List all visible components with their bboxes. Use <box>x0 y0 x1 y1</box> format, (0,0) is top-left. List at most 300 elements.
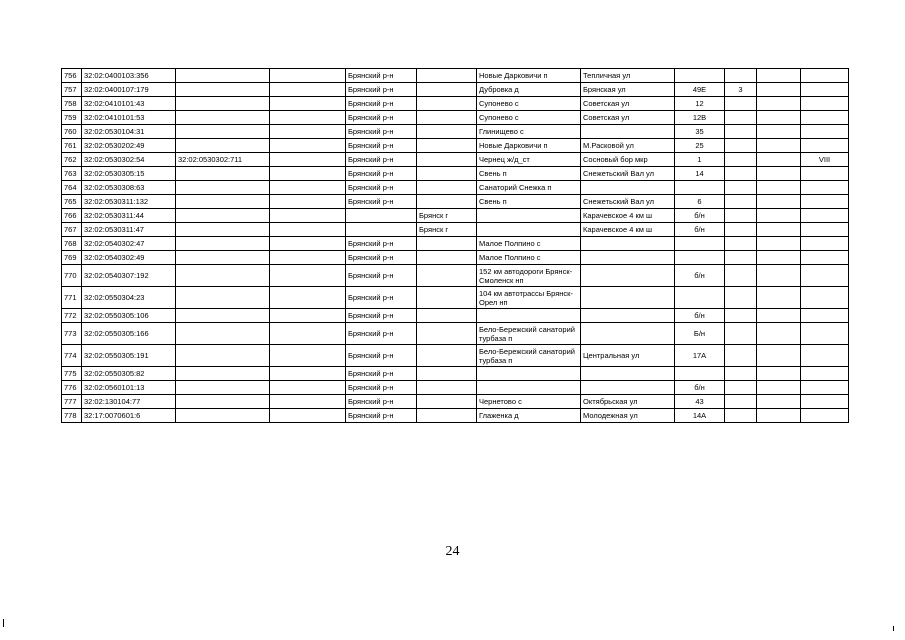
cadastral-number-cell: 32:02:0400103:356 <box>82 69 176 83</box>
extra-cell <box>801 223 849 237</box>
extra-cell <box>801 83 849 97</box>
empty-cell <box>270 395 346 409</box>
cadastral-number-cell: 32:02:0530104:31 <box>82 125 176 139</box>
empty-cell <box>757 251 801 265</box>
empty-cell <box>270 111 346 125</box>
building-cell <box>725 395 757 409</box>
extra-cell <box>801 381 849 395</box>
extra-cell <box>801 167 849 181</box>
cadastral-number-cell: 32:02:0550305:166 <box>82 323 176 345</box>
city-cell: Брянск г <box>417 209 477 223</box>
empty-cell <box>270 153 346 167</box>
previous-number-cell <box>176 125 270 139</box>
row-number-cell: 774 <box>62 345 82 367</box>
previous-number-cell <box>176 209 270 223</box>
district-cell: Брянский р-н <box>346 167 417 181</box>
empty-cell <box>757 153 801 167</box>
previous-number-cell <box>176 265 270 287</box>
settlement-cell: Свень п <box>477 167 581 181</box>
city-cell <box>417 153 477 167</box>
street-cell <box>581 265 675 287</box>
building-cell <box>725 69 757 83</box>
empty-cell <box>270 181 346 195</box>
empty-cell <box>757 97 801 111</box>
city-cell <box>417 167 477 181</box>
previous-number-cell <box>176 181 270 195</box>
row-number-cell: 776 <box>62 381 82 395</box>
house-cell: 43 <box>675 395 725 409</box>
extra-cell <box>801 287 849 309</box>
district-cell: Брянский р-н <box>346 97 417 111</box>
building-cell <box>725 345 757 367</box>
previous-number-cell <box>176 111 270 125</box>
city-cell <box>417 83 477 97</box>
building-cell <box>725 181 757 195</box>
empty-cell <box>270 69 346 83</box>
row-number-cell: 775 <box>62 367 82 381</box>
settlement-cell: Глаженка д <box>477 409 581 423</box>
street-cell <box>581 323 675 345</box>
edge-mark-left <box>3 619 4 627</box>
cadastral-number-cell: 32:02:0400107:179 <box>82 83 176 97</box>
previous-number-cell <box>176 69 270 83</box>
cadastral-number-cell: 32:02:0530305:15 <box>82 167 176 181</box>
row-number-cell: 763 <box>62 167 82 181</box>
empty-cell <box>270 195 346 209</box>
table-row <box>62 97 849 111</box>
row-number-cell: 759 <box>62 111 82 125</box>
settlement-cell: 152 км автодороги Брянск-Смоленск нп <box>477 265 581 287</box>
table-row <box>62 395 849 409</box>
street-cell: М.Расковой ул <box>581 139 675 153</box>
city-cell <box>417 139 477 153</box>
building-cell <box>725 195 757 209</box>
house-cell: 35 <box>675 125 725 139</box>
street-cell <box>581 309 675 323</box>
table-row <box>62 181 849 195</box>
empty-cell <box>270 265 346 287</box>
table-row <box>62 309 849 323</box>
row-number-cell: 778 <box>62 409 82 423</box>
house-cell <box>675 69 725 83</box>
street-cell: Октябрьская ул <box>581 395 675 409</box>
empty-cell <box>270 223 346 237</box>
empty-cell <box>270 409 346 423</box>
empty-cell <box>757 181 801 195</box>
extra-cell <box>801 237 849 251</box>
building-cell <box>725 409 757 423</box>
building-cell <box>725 223 757 237</box>
city-cell <box>417 265 477 287</box>
city-cell <box>417 345 477 367</box>
cadastral-number-cell: 32:02:0530311:44 <box>82 209 176 223</box>
building-cell <box>725 125 757 139</box>
street-cell: Тепличная ул <box>581 69 675 83</box>
table-row <box>62 111 849 125</box>
row-number-cell: 770 <box>62 265 82 287</box>
district-cell: Брянский р-н <box>346 381 417 395</box>
district-cell: Брянский р-н <box>346 309 417 323</box>
table-row <box>62 167 849 181</box>
table-row <box>62 345 849 367</box>
street-cell <box>581 251 675 265</box>
previous-number-cell <box>176 309 270 323</box>
empty-cell <box>270 125 346 139</box>
settlement-cell <box>477 209 581 223</box>
district-cell: Брянский р-н <box>346 409 417 423</box>
empty-cell <box>270 287 346 309</box>
city-cell <box>417 309 477 323</box>
city-cell <box>417 381 477 395</box>
district-cell <box>346 209 417 223</box>
district-cell: Брянский р-н <box>346 367 417 381</box>
previous-number-cell: 32:02:0530302:711 <box>176 153 270 167</box>
extra-cell <box>801 69 849 83</box>
page-number: 24 <box>445 544 460 559</box>
building-cell <box>725 309 757 323</box>
extra-cell <box>801 409 849 423</box>
district-cell: Брянский р-н <box>346 83 417 97</box>
row-number-cell: 760 <box>62 125 82 139</box>
house-cell <box>675 237 725 251</box>
street-cell <box>581 287 675 309</box>
house-cell: 17А <box>675 345 725 367</box>
table-row <box>62 237 849 251</box>
empty-cell <box>757 323 801 345</box>
table-row <box>62 83 849 97</box>
empty-cell <box>757 139 801 153</box>
empty-cell <box>270 237 346 251</box>
settlement-cell <box>477 309 581 323</box>
settlement-cell: Дубровка д <box>477 83 581 97</box>
district-cell: Брянский р-н <box>346 181 417 195</box>
house-cell: Б/н <box>675 323 725 345</box>
extra-cell <box>801 97 849 111</box>
district-cell <box>346 223 417 237</box>
cadastral-number-cell: 32:02:0530302:54 <box>82 153 176 167</box>
street-cell: Сосновый бор мкр <box>581 153 675 167</box>
table-row <box>62 153 849 167</box>
settlement-cell: 104 км автотрассы Брянск-Орел нп <box>477 287 581 309</box>
row-number-cell: 772 <box>62 309 82 323</box>
row-number-cell: 764 <box>62 181 82 195</box>
row-number-cell: 766 <box>62 209 82 223</box>
empty-cell <box>757 409 801 423</box>
house-cell: 1 <box>675 153 725 167</box>
table-row <box>62 223 849 237</box>
empty-cell <box>757 381 801 395</box>
district-cell: Брянский р-н <box>346 395 417 409</box>
table-row <box>62 209 849 223</box>
cadastral-number-cell: 32:02:0530311:47 <box>82 223 176 237</box>
row-number-cell: 777 <box>62 395 82 409</box>
house-cell <box>675 181 725 195</box>
previous-number-cell <box>176 251 270 265</box>
table-row <box>62 367 849 381</box>
extra-cell <box>801 395 849 409</box>
cadastral-number-cell: 32:02:0550305:82 <box>82 367 176 381</box>
settlement-cell: Малое Полпино с <box>477 237 581 251</box>
cadastral-number-cell: 32:02:0540302:47 <box>82 237 176 251</box>
district-cell: Брянский р-н <box>346 195 417 209</box>
extra-cell <box>801 195 849 209</box>
settlement-cell: Санаторий Снежка п <box>477 181 581 195</box>
empty-cell <box>270 97 346 111</box>
cadastral-number-cell: 32:02:130104:77 <box>82 395 176 409</box>
street-cell: Снежетьский Вал ул <box>581 195 675 209</box>
district-cell: Брянский р-н <box>346 111 417 125</box>
district-cell: Брянский р-н <box>346 69 417 83</box>
previous-number-cell <box>176 167 270 181</box>
house-cell <box>675 367 725 381</box>
city-cell <box>417 251 477 265</box>
table-row <box>62 251 849 265</box>
settlement-cell: Глинищево с <box>477 125 581 139</box>
city-cell <box>417 323 477 345</box>
city-cell <box>417 111 477 125</box>
building-cell <box>725 111 757 125</box>
house-cell: б/н <box>675 265 725 287</box>
city-cell <box>417 287 477 309</box>
building-cell <box>725 287 757 309</box>
city-cell <box>417 97 477 111</box>
empty-cell <box>757 83 801 97</box>
street-cell: Карачевское 4 км ш <box>581 209 675 223</box>
settlement-cell <box>477 381 581 395</box>
extra-cell <box>801 367 849 381</box>
district-cell: Брянский р-н <box>346 265 417 287</box>
table-row <box>62 323 849 345</box>
house-cell: 25 <box>675 139 725 153</box>
settlement-cell: Бело-Бережский санаторий турбаза п <box>477 345 581 367</box>
district-cell: Брянский р-н <box>346 139 417 153</box>
street-cell: Центральная ул <box>581 345 675 367</box>
street-cell <box>581 237 675 251</box>
house-cell: 12 <box>675 97 725 111</box>
row-number-cell: 761 <box>62 139 82 153</box>
district-cell: Брянский р-н <box>346 153 417 167</box>
previous-number-cell <box>176 287 270 309</box>
house-cell: 14А <box>675 409 725 423</box>
previous-number-cell <box>176 323 270 345</box>
empty-cell <box>270 323 346 345</box>
empty-cell <box>757 195 801 209</box>
empty-cell <box>270 209 346 223</box>
empty-cell <box>270 251 346 265</box>
city-cell <box>417 409 477 423</box>
house-cell: 6 <box>675 195 725 209</box>
empty-cell <box>270 139 346 153</box>
empty-cell <box>757 167 801 181</box>
empty-cell <box>757 223 801 237</box>
city-cell <box>417 237 477 251</box>
house-cell <box>675 251 725 265</box>
street-cell <box>581 181 675 195</box>
settlement-cell: Свень п <box>477 195 581 209</box>
house-cell: 49Е <box>675 83 725 97</box>
row-number-cell: 767 <box>62 223 82 237</box>
edge-mark-right <box>893 626 894 631</box>
street-cell: Снежетьский Вал ул <box>581 167 675 181</box>
district-cell: Брянский р-н <box>346 251 417 265</box>
house-cell <box>675 287 725 309</box>
house-cell: б/н <box>675 223 725 237</box>
cadastral-number-cell: 32:02:0410101:53 <box>82 111 176 125</box>
house-cell: б/н <box>675 309 725 323</box>
city-cell: Брянск г <box>417 223 477 237</box>
table-row <box>62 409 849 423</box>
house-cell: 12В <box>675 111 725 125</box>
cadastral-number-cell: 32:02:0530311:132 <box>82 195 176 209</box>
house-cell: 14 <box>675 167 725 181</box>
empty-cell <box>270 309 346 323</box>
district-cell: Брянский р-н <box>346 125 417 139</box>
street-cell: Карачевское 4 км ш <box>581 223 675 237</box>
building-cell <box>725 381 757 395</box>
settlement-cell: Малое Полпино с <box>477 251 581 265</box>
building-cell <box>725 323 757 345</box>
city-cell <box>417 195 477 209</box>
empty-cell <box>270 167 346 181</box>
table-row <box>62 287 849 309</box>
table-row <box>62 125 849 139</box>
district-cell: Брянский р-н <box>346 345 417 367</box>
empty-cell <box>757 265 801 287</box>
previous-number-cell <box>176 367 270 381</box>
previous-number-cell <box>176 139 270 153</box>
row-number-cell: 756 <box>62 69 82 83</box>
empty-cell <box>757 345 801 367</box>
settlement-cell: Новые Дарковичи п <box>477 69 581 83</box>
settlement-cell: Новые Дарковичи п <box>477 139 581 153</box>
previous-number-cell <box>176 381 270 395</box>
empty-cell <box>757 367 801 381</box>
table-row <box>62 195 849 209</box>
empty-cell <box>270 367 346 381</box>
extra-cell: VIII <box>801 153 849 167</box>
building-cell <box>725 153 757 167</box>
settlement-cell: Чернетово с <box>477 395 581 409</box>
extra-cell <box>801 309 849 323</box>
settlement-cell <box>477 367 581 381</box>
row-number-cell: 765 <box>62 195 82 209</box>
street-cell: Советская ул <box>581 97 675 111</box>
building-cell <box>725 237 757 251</box>
previous-number-cell <box>176 223 270 237</box>
empty-cell <box>757 237 801 251</box>
cadastral-number-cell: 32:02:0550305:106 <box>82 309 176 323</box>
cadastral-number-cell: 32:02:0530202:49 <box>82 139 176 153</box>
street-cell: Молодежная ул <box>581 409 675 423</box>
registry-table <box>61 68 849 423</box>
row-number-cell: 768 <box>62 237 82 251</box>
cadastral-number-cell: 32:02:0540307:192 <box>82 265 176 287</box>
registry-table-body <box>62 69 849 423</box>
building-cell: 3 <box>725 83 757 97</box>
street-cell: Брянская ул <box>581 83 675 97</box>
extra-cell <box>801 111 849 125</box>
table-row <box>62 139 849 153</box>
table-row <box>62 381 849 395</box>
row-number-cell: 758 <box>62 97 82 111</box>
cadastral-number-cell: 32:02:0410101:43 <box>82 97 176 111</box>
building-cell <box>725 265 757 287</box>
building-cell <box>725 97 757 111</box>
empty-cell <box>757 395 801 409</box>
row-number-cell: 773 <box>62 323 82 345</box>
cadastral-number-cell: 32:02:0550304:23 <box>82 287 176 309</box>
district-cell: Брянский р-н <box>346 323 417 345</box>
extra-cell <box>801 181 849 195</box>
empty-cell <box>270 83 346 97</box>
empty-cell <box>757 287 801 309</box>
street-cell <box>581 125 675 139</box>
row-number-cell: 769 <box>62 251 82 265</box>
cadastral-number-cell: 32:02:0560101:13 <box>82 381 176 395</box>
previous-number-cell <box>176 237 270 251</box>
street-cell <box>581 381 675 395</box>
city-cell <box>417 125 477 139</box>
settlement-cell: Супонево с <box>477 97 581 111</box>
building-cell <box>725 167 757 181</box>
settlement-cell: Супонево с <box>477 111 581 125</box>
building-cell <box>725 139 757 153</box>
settlement-cell <box>477 223 581 237</box>
cadastral-number-cell: 32:02:0530308:63 <box>82 181 176 195</box>
previous-number-cell <box>176 395 270 409</box>
empty-cell <box>757 209 801 223</box>
extra-cell <box>801 323 849 345</box>
previous-number-cell <box>176 97 270 111</box>
city-cell <box>417 367 477 381</box>
row-number-cell: 757 <box>62 83 82 97</box>
row-number-cell: 771 <box>62 287 82 309</box>
building-cell <box>725 209 757 223</box>
house-cell: б/н <box>675 381 725 395</box>
empty-cell <box>757 69 801 83</box>
extra-cell <box>801 209 849 223</box>
empty-cell <box>757 125 801 139</box>
row-number-cell: 762 <box>62 153 82 167</box>
building-cell <box>725 367 757 381</box>
previous-number-cell <box>176 345 270 367</box>
settlement-cell: Чернец ж/д_ст <box>477 153 581 167</box>
city-cell <box>417 181 477 195</box>
extra-cell <box>801 265 849 287</box>
district-cell: Брянский р-н <box>346 287 417 309</box>
extra-cell <box>801 345 849 367</box>
empty-cell <box>757 111 801 125</box>
table-row <box>62 69 849 83</box>
extra-cell <box>801 251 849 265</box>
cadastral-number-cell: 32:17:0070601:6 <box>82 409 176 423</box>
empty-cell <box>270 381 346 395</box>
empty-cell <box>757 309 801 323</box>
previous-number-cell <box>176 83 270 97</box>
street-cell <box>581 367 675 381</box>
extra-cell <box>801 125 849 139</box>
city-cell <box>417 395 477 409</box>
table-row <box>62 265 849 287</box>
street-cell: Советская ул <box>581 111 675 125</box>
building-cell <box>725 251 757 265</box>
extra-cell <box>801 139 849 153</box>
empty-cell <box>270 345 346 367</box>
house-cell: б/н <box>675 209 725 223</box>
cadastral-number-cell: 32:02:0550305:191 <box>82 345 176 367</box>
cadastral-number-cell: 32:02:0540302:49 <box>82 251 176 265</box>
district-cell: Брянский р-н <box>346 237 417 251</box>
